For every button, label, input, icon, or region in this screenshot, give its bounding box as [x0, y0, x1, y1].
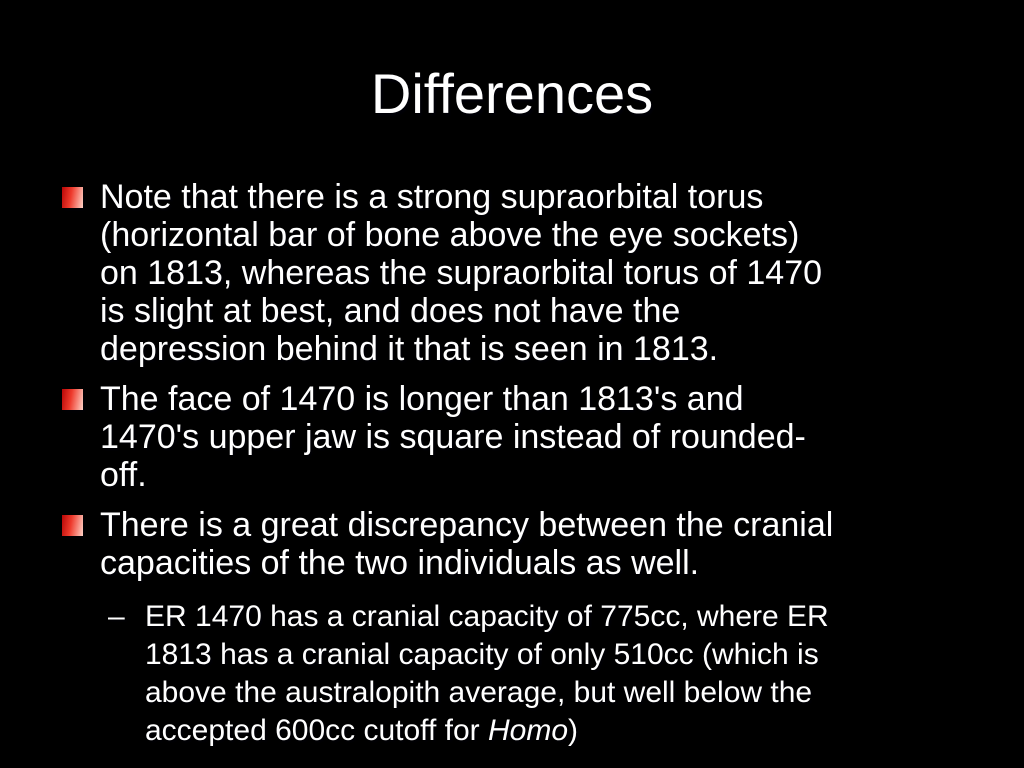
- bullet-line: There is a great discrepancy between the cranial: [100, 506, 834, 544]
- bullet-item-1: [62, 178, 980, 368]
- sub-bullet-text: accepted 600cc cutoff for: [145, 714, 488, 747]
- red-square-bullet-icon: [62, 389, 83, 410]
- bullet-line: (horizontal bar of bone above the eye sockets): [100, 216, 800, 254]
- bullet-item-2: [62, 380, 980, 494]
- bullet-line: The face of 1470 is longer than 1813's and: [100, 380, 744, 418]
- bullet-line: depression behind it that is seen in 1813.: [100, 330, 719, 368]
- sub-bullet-line: 1813 has a cranial capacity of only 510cc (which is: [145, 638, 819, 671]
- bullet-item-3: [62, 506, 980, 582]
- dash-bullet-icon: –: [108, 600, 125, 633]
- slide-body: [62, 178, 980, 750]
- slide-title: Differences: [370, 62, 654, 125]
- bullet-line: is slight at best, and does not have the: [100, 292, 681, 330]
- red-square-bullet-icon: [62, 515, 83, 536]
- bullet-line: on 1813, whereas the supraorbital torus of 1470: [100, 254, 823, 292]
- bullet-line: Note that there is a strong supraorbital torus: [100, 178, 764, 216]
- sub-bullet-item: [62, 598, 980, 750]
- red-square-bullet-icon: [62, 187, 83, 208]
- bullet-line: off.: [100, 456, 147, 494]
- bullet-line: 1470's upper jaw is square instead of rounded-: [100, 418, 806, 456]
- sub-bullet-line: ER 1470 has a cranial capacity of 775cc, where ER: [145, 600, 829, 633]
- sub-bullet-line: above the australopith average, but well below the: [145, 676, 813, 709]
- sub-bullet-italic-text: Homo: [488, 714, 569, 747]
- sub-bullet-text: ): [568, 714, 579, 747]
- bullet-line: capacities of the two individuals as well.: [100, 544, 700, 582]
- sub-bullet-line-last: [145, 712, 980, 750]
